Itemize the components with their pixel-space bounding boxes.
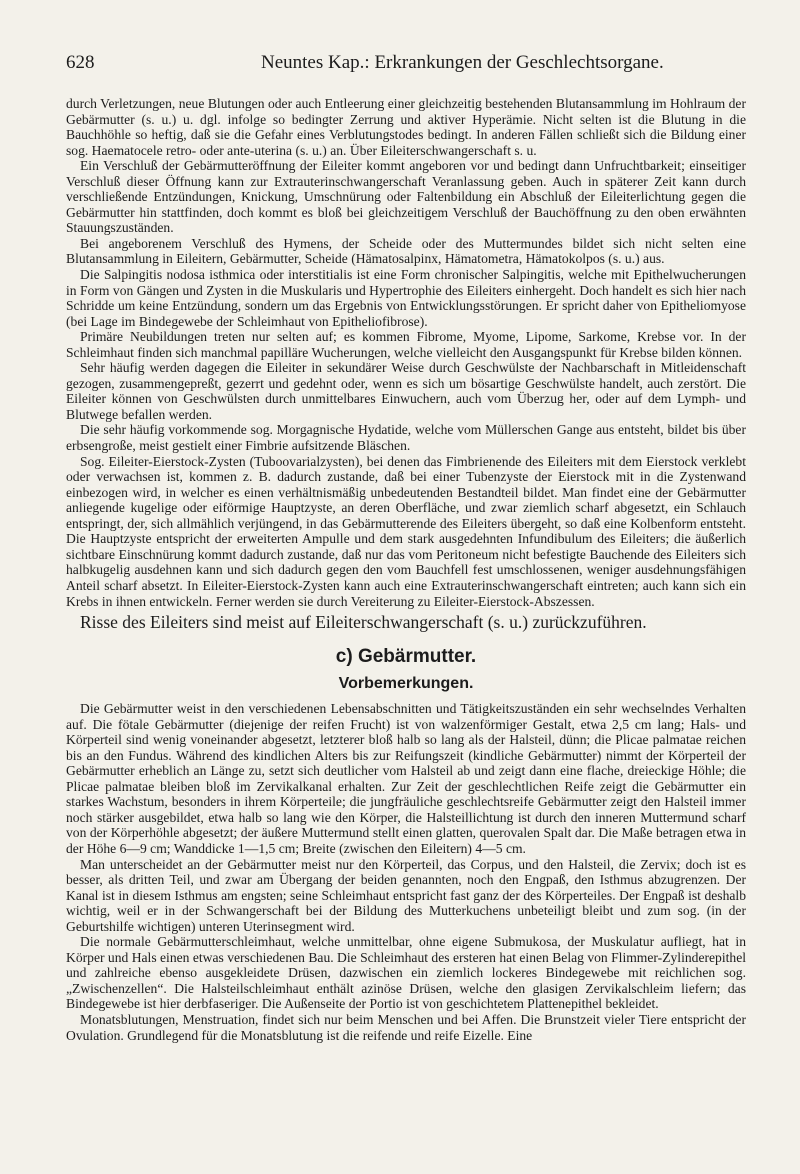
paragraph: durch Verletzungen, neue Blutungen oder auch Entleerung einer gleichzeitig bestehenden Blutansammlung im Hohlraum der Gebärmutter (s. u.) u. dgl. infolge so bedingter Zerrung und aktiver Hyperämie. Nicht selten ist die Blutung in die Bauchhöhle so heftig, daß sie die Gefahr eines Verblutungstodes bedingt. In anderen Fällen schließt sich die Bildung einer sog. Haematocele retro- oder ante-uterina (s. u.) an. Über Eileiterschwangerschaft s. u. — [66, 96, 746, 158]
paragraph: Primäre Neubildungen treten nur selten auf; es kommen Fibrome, Myome, Lipome, Sarkome, Krebse vor. In der Schleimhaut finden sich manchmal papilläre Wucherungen, welche vielleicht den Ausgangspunkt für Krebse bilden können. — [66, 329, 746, 360]
paragraph: Die Gebärmutter weist in den verschiedenen Lebensabschnitten und Tätigkeitszuständen ein sehr wechselndes Verhalten auf. Die fötale Gebärmutter (diejenige der reifen Frucht) ist von walzenförmiger Gestalt, etwa 2,5 cm lang; Hals- und Körperteil sind wenig voneinander abgesetzt, letzterer bloß halb so lang als der Halsteil, dünn; die Plicae palmatae reichen bis an den Fundus. Während des kindlichen Alters bis zur Reifungszeit (kindliche Gebärmutter) nimmt der Körperteil der Gebärmutter erheblich an Länge zu, setzt sich deutlicher vom Halsteil ab und zeigt dann eine flache, dreieckige Höhle; die Plicae palmatae bleiben bloß im Zervikalkanal erhalten. Zur Zeit der geschlechtlichen Reife zeigt die Gebärmutter ein starkes Wachstum, besonders in ihrem Körperteile; die jungfräuliche geschlechtsreife Gebärmutter zeigt den Halsteil immer noch stärker ausgebildet, etwa halb so lang wie den Körper, die Halsteillichtung ist durch den inneren Muttermund scharf von der Körperhöhle abgesetzt; der äußere Muttermund stellt einen glatten, querovalen Spalt dar. Die Maße betragen etwa in der Höhe 6—9 cm; Wanddicke 1—1,5 cm; Breite (zwischen den Eileitern) 4—5 cm. — [66, 701, 746, 856]
paragraph: Sehr häufig werden dagegen die Eileiter in sekundärer Weise durch Geschwülste der Nachbarschaft in Mitleidenschaft gezogen, zusammengepreßt, gezerrt und gedehnt oder, wenn es sich um bösartige Geschwülste handelt, auch zerstört. Die Eileiter können von Geschwülsten durch unmittelbares Einwuchern, auch vom Überzug her, oder auf dem Lymph- und Blutwege befallen werden. — [66, 360, 746, 422]
paragraph: Die sehr häufig vorkommende sog. Morgagnische Hydatide, welche vom Müllerschen Gange aus entsteht, bildet bis über erbsengroße, meist gestielt einer Fimbrie aufsitzende Bläschen. — [66, 422, 746, 454]
running-header — [66, 52, 744, 76]
paragraph: Sog. Eileiter-Eierstock-Zysten (Tuboovarialzysten), bei denen das Fimbrienende des Eileiters mit dem Eierstock verklebt oder verwachsen ist, kommen z. B. dadurch zustande, daß bei einer Tubenzyste der Eierstock mit in die Zystenwand einbezogen wird, in welcher es einen verhältnismäßig unbedeutenden Bestandteil bildet. Man findet eine der Gebärmutter anliegende kugelige oder eiförmige Hauptzyste, an deren Oberfläche, und zwar ziemlich scharf abgesetzt, ein Schlauch entspringt, der, sich allmählich verjüngend, in das Gebärmutterende des Eileiters übergeht, so daß eine Kolbenform entsteht. Die Hauptzyste entspricht der erweiterten Ampulle und dem stark ausgedehnten Infundibulum des Eileiters; die äußerlich sichtbare Einschnürung kommt dadurch zustande, daß nur das vom Peritoneum nicht befestigte Bauchende des Eileiters sich halbkugelig ausdehnen kann und sich dadurch gegen den vom Bauchfell fest umschlossenen, weniger ausdehnungsfähigen Anteil scharf absetzt. In Eileiter-Eierstock-Zysten kann auch eine Extrauterinschwangerschaft eintreten; auch kann sich ein Krebs in ihnen entwickeln. Ferner werden sie durch Vereiterung zu Eileiter-Eierstock-Abszessen. — [66, 453, 746, 609]
paragraph-summary: Risse des Eileiters sind meist auf Eileiterschwangerschaft (s. u.) zurückzuführen. — [80, 612, 647, 633]
page-number: 628 — [66, 52, 95, 73]
subsection-heading: Vorbemerkungen. — [338, 675, 474, 693]
running-title: Neuntes Kap.: Erkrankungen der Geschlechtsorgane. — [261, 52, 664, 73]
paragraph: Bei angeborenem Verschluß des Hymens, der Scheide oder des Muttermundes bildet sich nicht selten eine Blutansammlung in Eileitern, Gebärmutter, Scheide (Hämatosalpinx, Hämatometra, Hämatokolpos (s. u.) aus. — [66, 235, 746, 267]
paragraph: Monatsblutungen, Menstruation, findet sich nur beim Menschen und bei Affen. Die Brunstzeit vieler Tiere entspricht der Ovulation. Grundlegend für die Monatsblutung ist die reifende und reife Eizelle. Eine — [66, 1011, 746, 1043]
paragraph: Man unterscheidet an der Gebärmutter meist nur den Körperteil, das Corpus, und den Halsteil, die Zervix; doch ist es besser, als dritten Teil, und zwar am Übergang der beiden genannten, noch den Engpaß, den Isthmus abzugrenzen. Der Kanal ist in diesem Isthmus am engsten; seine Schleimhaut entspricht fast ganz der des Körperteiles. Der Engpaß ist deshalb wichtig, weil er in der Schwangerschaft bei der Bildung des Mutterkuchens unbeteiligt bleibt und zum sog. (in der Geburtshilfe wichtigen) unteren Uterinsegment wird. — [66, 856, 746, 934]
paragraph: Die normale Gebärmutterschleimhaut, welche unmittelbar, ohne eigene Submukosa, der Muskulatur aufliegt, hat in Körper und Hals einen etwas verschiedenen Bau. Die Schleimhaut des ersteren hat einen Belag von Flimmer-Zylinderepithel und zahlreiche ebenso ausgekleidete Drüsen, dazwischen ein ziemlich lockeres Bindegewebe mit reichlichen sog. „Zwischenzellen“. Die Halsteilschleimhaut enthält azinöse Drüsen, welche den glasigen Zervikalschleim liefern; das Bindegewebe ist hier derbfaseriger. Die Außenseite der Portio ist von geschichtetem Plattenepithel bekleidet. — [66, 934, 746, 1012]
section-heading: c) Gebärmutter. — [335, 646, 477, 668]
paragraph: Ein Verschluß der Gebärmutteröffnung der Eileiter kommt angeboren vor und bedingt dann Unfruchtbarkeit; einseitiger Verschluß dieser Öffnung kann zur Extrauterinschwangerschaft Veranlassung geben. Auch in späterer Zeit kann durch verschließende Entzündungen, Knickung, Umschnürung oder Faltenbildung ein Abschluß der Eileiterlichtung gegen die Gebärmutter hin stattfinden, doch kommt es bloß bei gleichzeitigem Verschluß der Bauchöffnung zu den oben erwähnten Stauungszuständen. — [66, 158, 746, 236]
body-text — [66, 96, 746, 1043]
paragraph: Die Salpingitis nodosa isthmica oder interstitialis ist eine Form chronischer Salpingitis, welche mit Epithelwucherungen in Form von Gängen und Zysten in die Muskularis und Hypertrophie des Eileiters einhergeht. Doch handelt es sich hier nach Schridde um keine Entzündung, sondern um das Ergebnis von Entwicklungsstörungen. Er spricht daher von Epitheliomyose (bei Lage im Bindegewebe der Schleimhaut von Epitheliofibrose). — [66, 267, 746, 329]
